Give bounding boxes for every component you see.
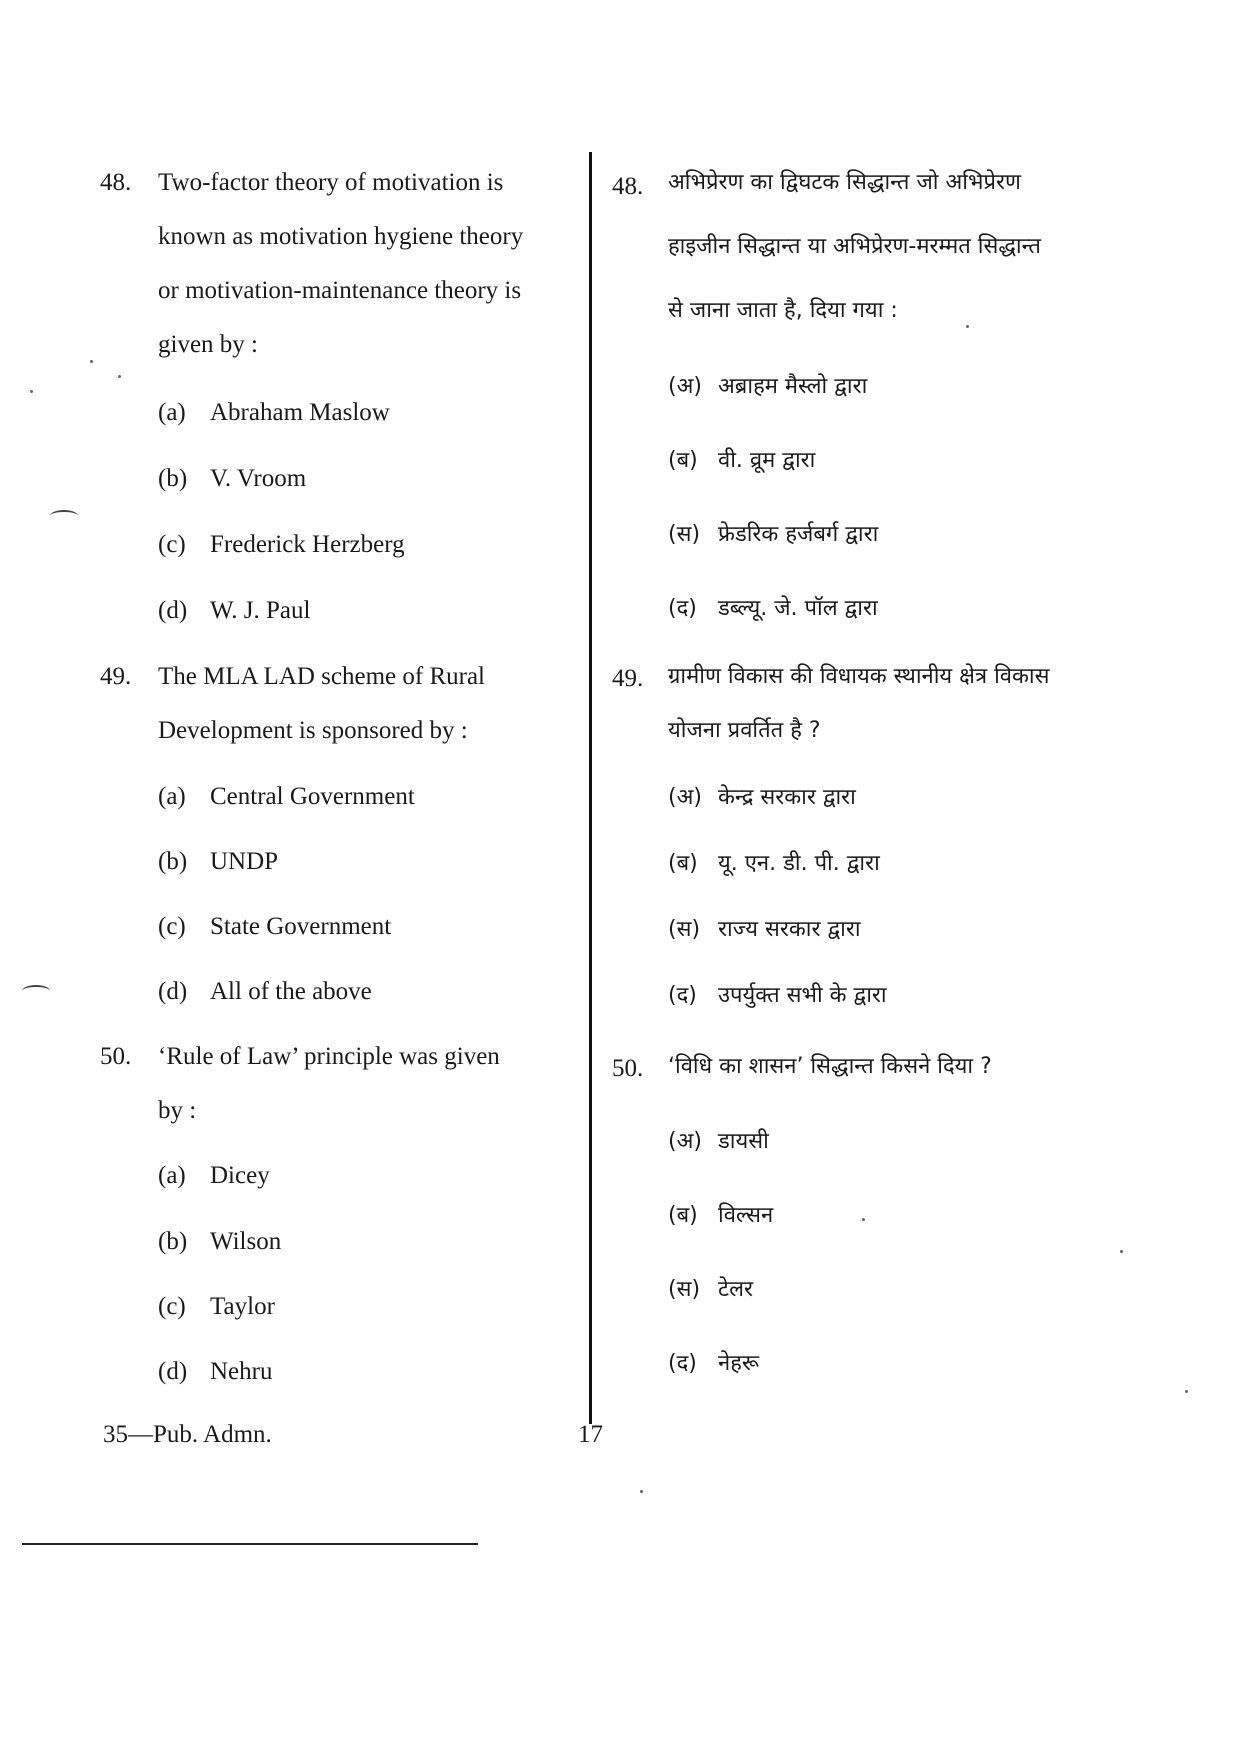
- option-key: (स): [668, 522, 701, 547]
- option-text: Nehru: [210, 1358, 273, 1385]
- option-text: केन्द्र सरकार द्वारा: [718, 785, 856, 810]
- question-number: 50.: [100, 1043, 132, 1070]
- option-text: Central Government: [210, 783, 415, 810]
- option-text: State Government: [210, 913, 392, 940]
- question-text-line: अभिप्रेरण का द्विघटक सिद्धान्त जो अभिप्रेरण: [668, 170, 1021, 195]
- option-text: Frederick Herzberg: [210, 531, 405, 558]
- scan-mark: [50, 510, 78, 522]
- option-key: (अ): [668, 785, 702, 810]
- option-text: Dicey: [210, 1162, 270, 1189]
- option-key: (d): [158, 1358, 188, 1385]
- option-text: उपर्युक्त सभी के द्वारा: [718, 983, 887, 1008]
- option-key: (स): [668, 1277, 701, 1302]
- option-key: (द): [668, 983, 697, 1008]
- question-number: 48.: [612, 173, 644, 200]
- option-key: (b): [158, 848, 188, 875]
- option-key: (अ): [668, 1129, 702, 1154]
- option-text: नेहरू: [718, 1351, 759, 1376]
- question-number: 49.: [612, 665, 644, 692]
- option-key: (ब): [668, 448, 698, 473]
- option-key: (c): [158, 913, 186, 940]
- option-text: वी. व्रूम द्वारा: [718, 448, 816, 473]
- option-text: All of the above: [210, 978, 372, 1005]
- question-number: 48.: [100, 169, 132, 196]
- option-key: (a): [158, 1162, 186, 1189]
- option-text: राज्य सरकार द्वारा: [718, 917, 861, 942]
- option-text: डायसी: [718, 1129, 769, 1154]
- question-text-line: Development is sponsored by :: [158, 717, 468, 744]
- scan-speck: [118, 375, 121, 378]
- option-key: (a): [158, 399, 186, 426]
- question-text-line: ‘विधि का शासन’ सिद्धान्त किसने दिया ?: [668, 1054, 992, 1079]
- scan-speck: [90, 360, 93, 363]
- option-key: (d): [158, 597, 188, 624]
- option-text: UNDP: [210, 848, 279, 875]
- scan-speck: [862, 1218, 865, 1221]
- scan-speck: [640, 1490, 643, 1493]
- option-text: V. Vroom: [210, 465, 307, 492]
- option-key: (ब): [668, 1203, 698, 1228]
- option-key: (c): [158, 1293, 186, 1320]
- question-text-line: हाइजीन सिद्धान्त या अभिप्रेरण-मरम्मत सिद्धान्त: [668, 234, 1041, 259]
- question-text-line: से जाना जाता है, दिया गया :: [668, 298, 898, 323]
- question-text-line: Two-factor theory of motivation is: [158, 169, 504, 196]
- option-text: फ्रेडरिक हर्जबर्ग द्वारा: [718, 522, 879, 547]
- option-text: Abraham Maslow: [210, 399, 390, 426]
- option-key: (द): [668, 1351, 697, 1376]
- option-key: (d): [158, 978, 188, 1005]
- scan-speck: [966, 325, 969, 328]
- option-text: विल्सन: [718, 1203, 774, 1228]
- scan-speck: [30, 390, 33, 393]
- option-key: (अ): [668, 374, 702, 399]
- option-key: (स): [668, 917, 701, 942]
- option-key: (b): [158, 465, 188, 492]
- option-text: डब्ल्यू. जे. पॉल द्वारा: [718, 596, 878, 621]
- page-number: 17: [578, 1421, 603, 1448]
- question-text-line: or motivation-maintenance theory is: [158, 277, 522, 304]
- option-text: W. J. Paul: [210, 597, 311, 624]
- question-text-line: योजना प्रवर्तित है ?: [668, 718, 821, 743]
- question-text-line: ‘Rule of Law’ principle was given: [158, 1043, 500, 1070]
- question-number: 50.: [612, 1055, 644, 1082]
- option-key: (ब): [668, 851, 698, 876]
- option-key: (c): [158, 531, 186, 558]
- question-text-line: known as motivation hygiene theory: [158, 223, 524, 250]
- question-text-line: The MLA LAD scheme of Rural: [158, 663, 486, 690]
- option-text: यू. एन. डी. पी. द्वारा: [718, 851, 880, 876]
- option-text: टेलर: [718, 1277, 754, 1302]
- question-text-line: given by :: [158, 331, 258, 358]
- scan-speck: [1120, 1250, 1123, 1253]
- question-number: 49.: [100, 663, 132, 690]
- footer-rule: [22, 1543, 478, 1545]
- option-key: (द): [668, 596, 697, 621]
- option-text: Taylor: [210, 1293, 275, 1320]
- question-text-line: ग्रामीण विकास की विधायक स्थानीय क्षेत्र विकास: [668, 664, 1050, 689]
- column-divider: [589, 152, 592, 1424]
- option-key: (b): [158, 1228, 188, 1255]
- option-key: (a): [158, 783, 186, 810]
- scan-speck: [1185, 1390, 1188, 1393]
- option-text: अब्राहम मैस्लो द्वारा: [718, 374, 868, 399]
- question-text-line: by :: [158, 1097, 197, 1124]
- scan-mark: [22, 985, 50, 997]
- paper-code: 35—Pub. Admn.: [103, 1421, 272, 1448]
- option-text: Wilson: [210, 1228, 282, 1255]
